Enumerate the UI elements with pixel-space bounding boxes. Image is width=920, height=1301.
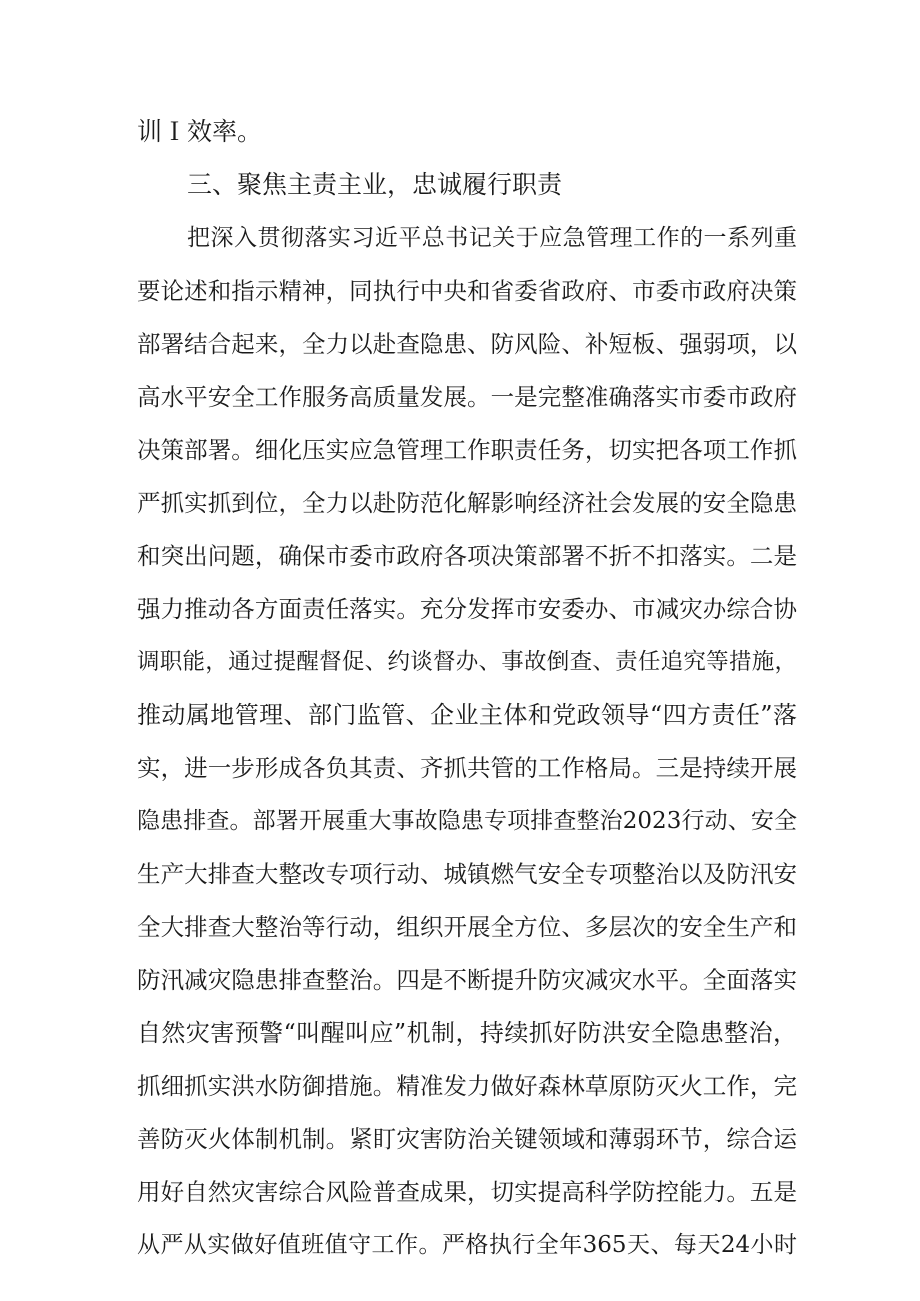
text-line: 生产大排查大整改专项行动、城镇燃气安全专项整治以及防汛安: [137, 860, 797, 888]
text-line: 善防灭火体制机制。紧盯灾害防治关键领域和薄弱环节，综合运: [137, 1125, 797, 1153]
text-line: 防汛减灾隐患排查整治。四是不断提升防灾减灾水平。全面落实: [137, 966, 797, 994]
text-line: 隐患排查。部署开展重大事故隐患专项排查整治2023行动、安全: [137, 808, 797, 834]
section-heading: 三、聚焦主责主业，忠诚履行职责: [187, 170, 563, 199]
text-line: 全大排查大整治等行动，组织开展全方位、多层次的安全生产和: [137, 913, 797, 941]
text-line: 自然灾害预警“叫醒叫应”机制，持续抓好防洪安全隐患整治，: [137, 1019, 797, 1047]
text-line: 从严从实做好值班值守工作。严格执行全年365天、每天24小时: [137, 1232, 797, 1258]
text-line: 严抓实抓到位，全力以赴防范化解影响经济社会发展的安全隐患: [137, 489, 797, 517]
text-line: 抓细抓实洪水防御措施。精准发力做好森林草原防灭火工作，完: [137, 1072, 797, 1100]
text-line: 训Ｉ效率。: [137, 117, 263, 146]
text-line: 部署结合起来，全力以赴查隐患、防风险、补短板、强弱项，以: [137, 330, 797, 358]
text-line: 和突出问题，确保市委市政府各项决策部署不折不扣落实。二是: [137, 542, 797, 570]
text-line: 高水平安全工作服务高质量发展。一是完整准确落实市委市政府: [137, 383, 797, 411]
text-line: 强力推动各方面责任落实。充分发挥市安委办、市减灾办综合协: [137, 595, 797, 623]
text-line: 实，进一步形成各负其责、齐抓共管的工作格局。三是持续开展: [137, 754, 797, 782]
text-line: 调职能，通过提醒督促、约谈督办、事故倒查、责任追究等措施，: [137, 649, 797, 675]
text-line: 推动属地管理、部门监管、企业主体和党政领导“四方责任”落: [137, 701, 797, 729]
text-line: 要论述和指示精神，同执行中央和省委省政府、市委市政府决策: [137, 277, 797, 305]
text-line: 用好自然灾害综合风险普查成果，切实提高科学防控能力。五是: [137, 1178, 797, 1206]
text-line: 决策部署。细化压实应急管理工作职责任务，切实把各项工作抓: [137, 436, 797, 464]
text-line: 把深入贯彻落实习近平总书记关于应急管理工作的一系列重: [187, 225, 797, 251]
